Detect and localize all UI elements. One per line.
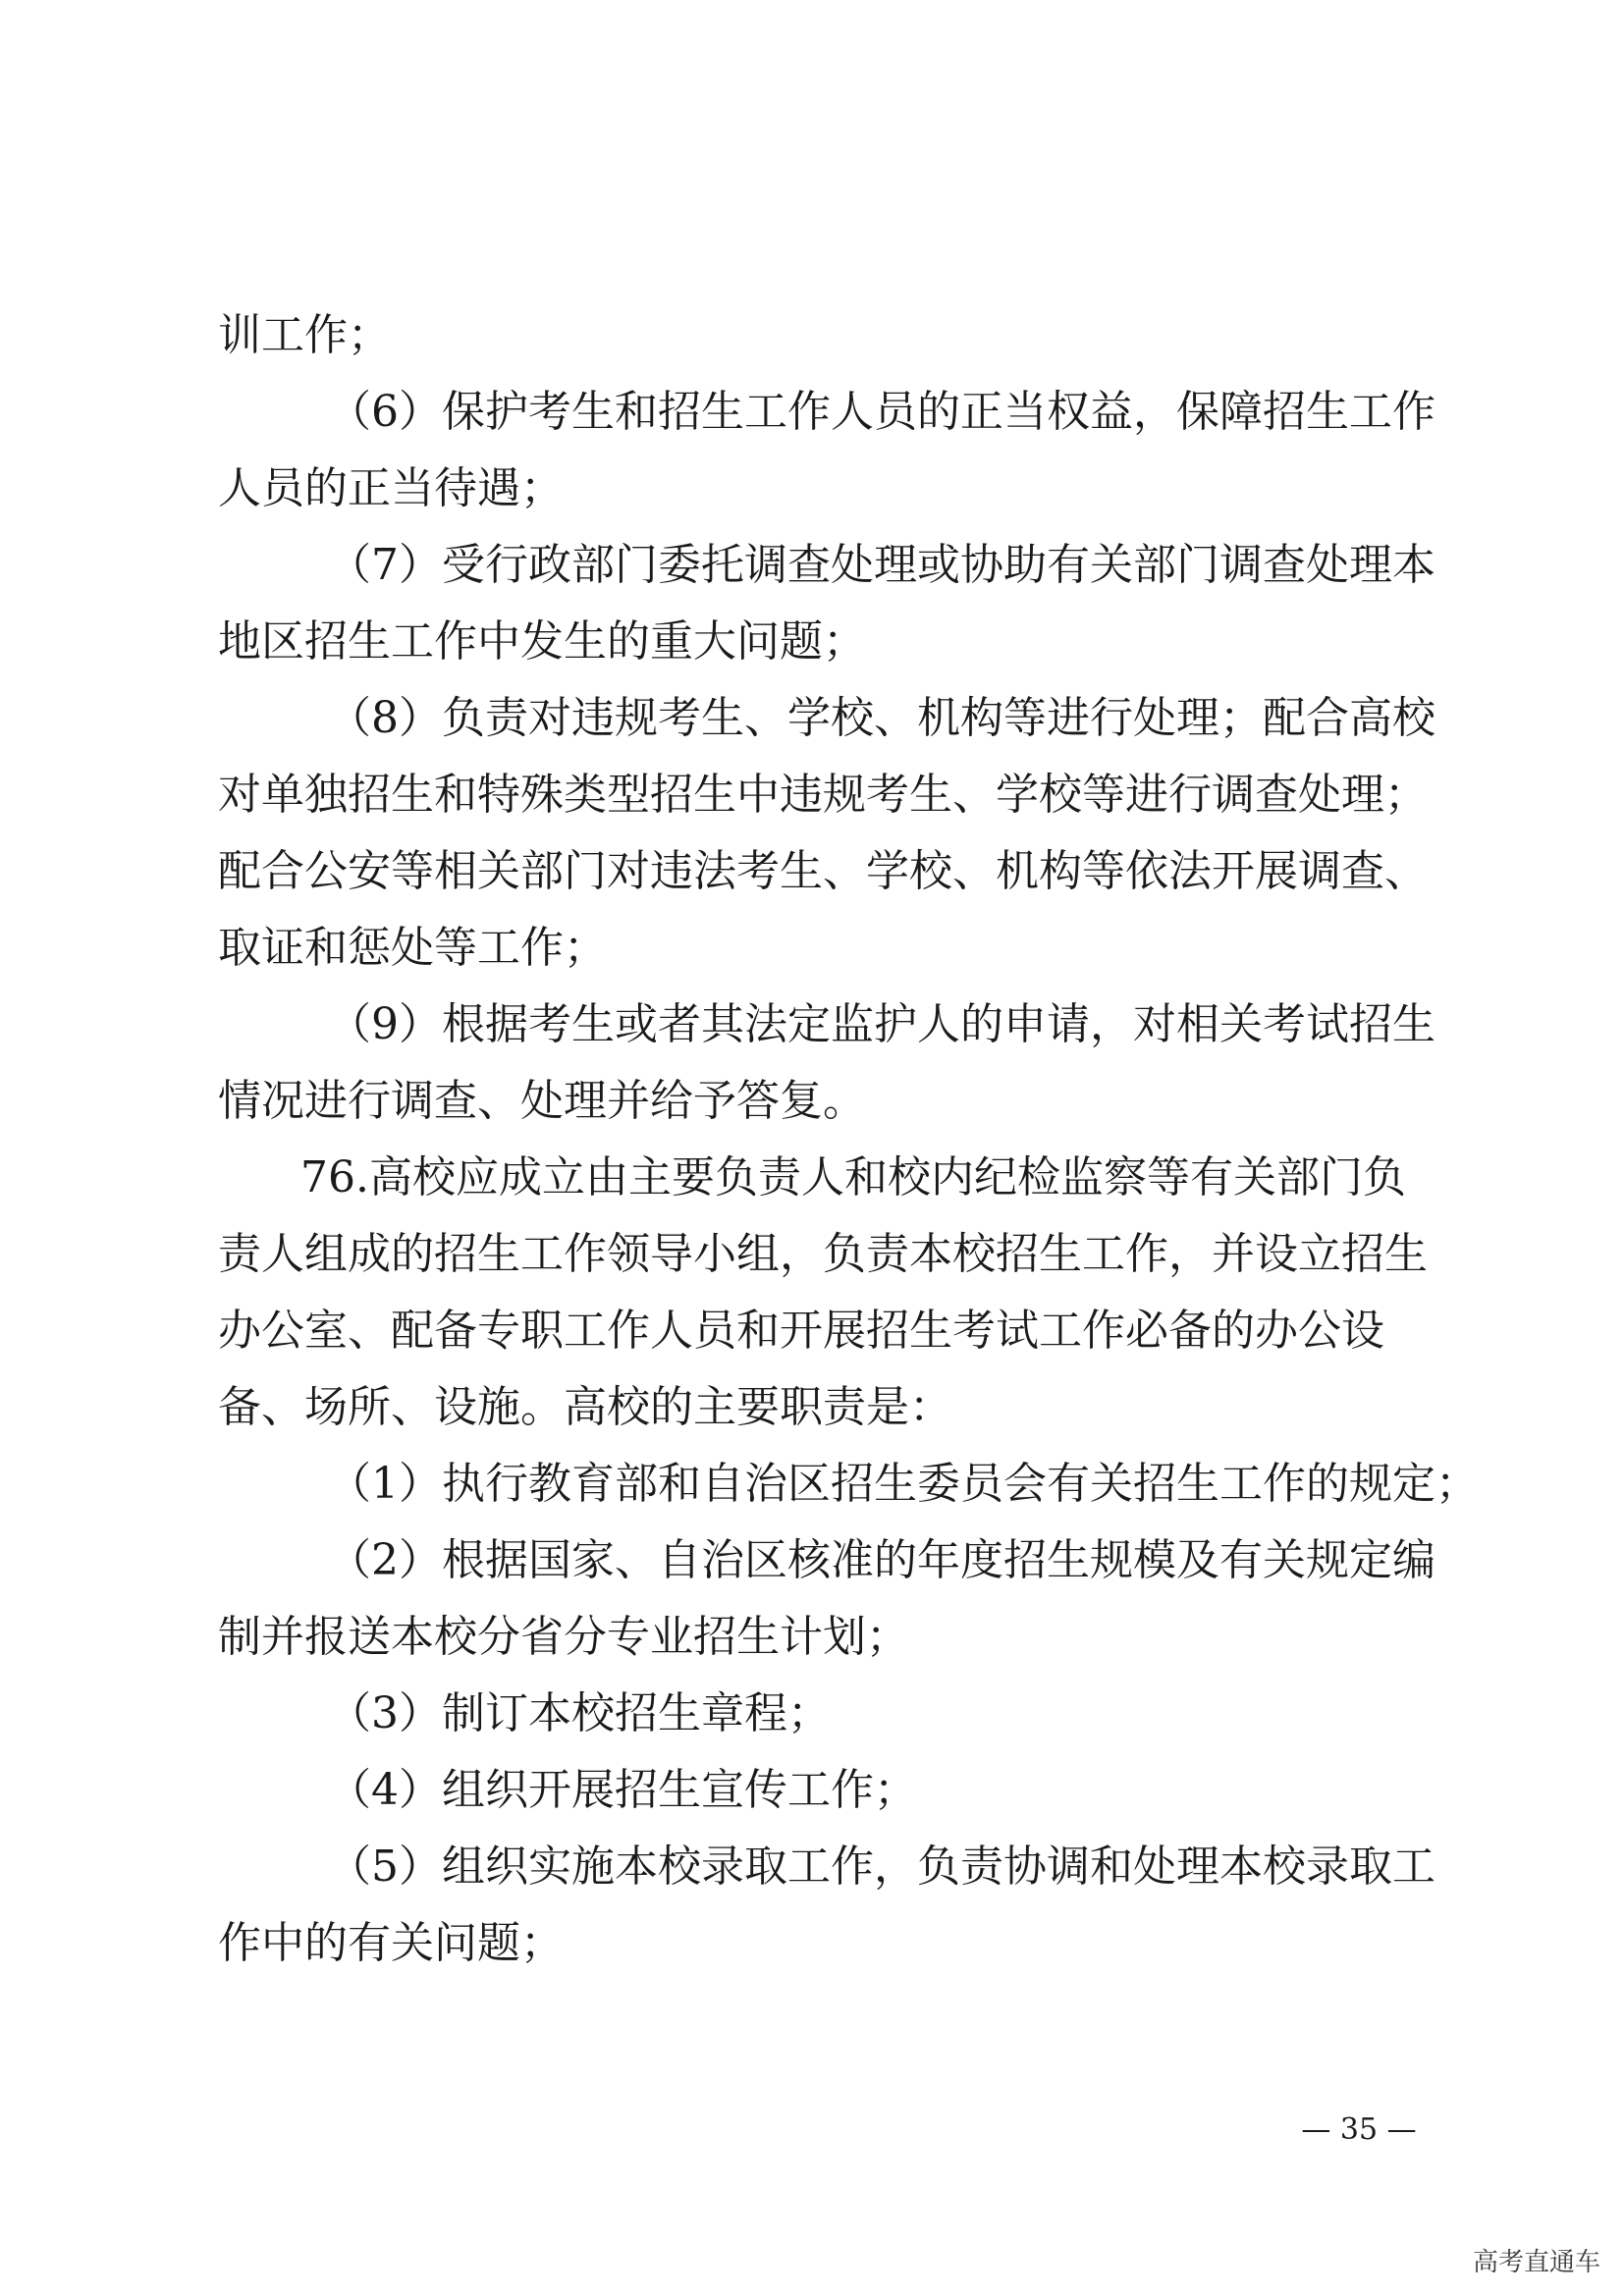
text-line: （5）组织实施本校录取工作，负责协调和处理本校录取工 [328,1842,1435,1892]
text-line: （2）根据国家、自治区核准的年度招生规模及有关规定编 [328,1535,1435,1585]
text-line: （1）执行教育部和自治区招生委员会有关招生工作的规定； [328,1459,1479,1509]
text-line: 76.高校应成立由主要负责人和校内纪检监察等有关部门负 [300,1152,1406,1202]
body-text [218,297,1479,1982]
text-line: 训工作； [218,310,391,360]
text-line: 备、场所、设施。高校的主要职责是： [218,1382,952,1432]
text-line: 取证和惩处等工作； [218,923,607,973]
text-line: 办公室、配备专职工作人员和开展招生考试工作必备的办公设 [218,1306,1384,1356]
text-line: 对单独招生和特殊类型招生中违规考生、学校等进行调查处理； [218,770,1428,820]
text-line: （7）受行政部门委托调查处理或协助有关部门调查处理本 [328,540,1435,590]
text-line: 地区招生工作中发生的重大问题； [218,616,866,667]
text-line: 制并报送本校分省分专业招生计划； [218,1612,909,1662]
text-line: （3）制订本校招生章程； [328,1688,831,1738]
text-line: 责人组成的招生工作领导小组，负责本校招生工作，并设立招生 [218,1229,1428,1279]
text-line: （6）保护考生和招生工作人员的正当权益，保障招生工作 [328,387,1435,437]
text-line: （8）负责对违规考生、学校、机构等进行处理；配合高校 [328,693,1435,743]
text-line: 情况进行调查、处理并给予答复。 [218,1076,866,1126]
watermark-text: 高考直通车 [1472,2248,1600,2277]
text-line: （9）根据考生或者其法定监护人的申请，对相关考试招生 [328,999,1435,1049]
text-line: 作中的有关问题； [218,1918,564,1968]
text-line: 人员的正当待遇； [218,463,564,513]
text-line: 配合公安等相关部门对违法考生、学校、机构等依法开展调查、 [218,846,1428,896]
text-line: （4）组织开展招生宣传工作； [328,1765,917,1815]
page-number: — 35 — [1301,2112,1417,2147]
